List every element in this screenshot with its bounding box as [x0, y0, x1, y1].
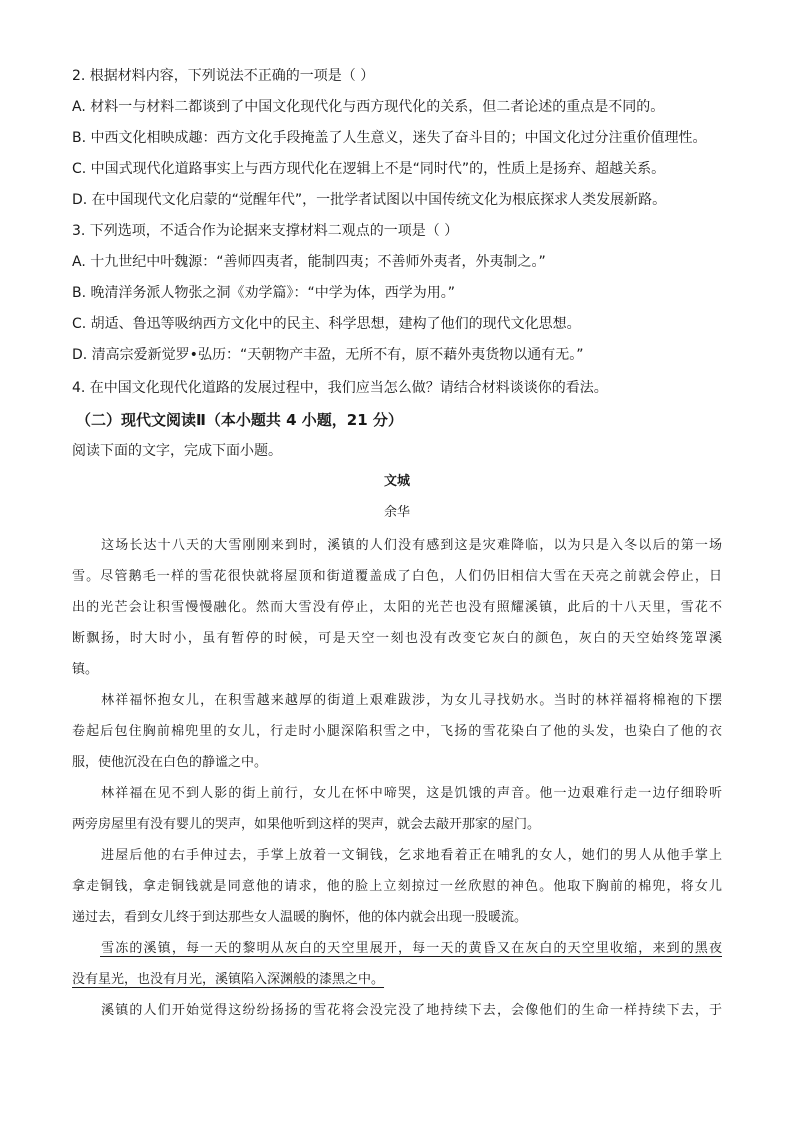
- paragraph-line: 出的光芒会让积雪慢慢融化。然而大雪没有停止，太阳的光芒也没有照耀溪镇，此后的十八天里，雪花不: [72, 600, 722, 615]
- paragraph-line: 林祥福在见不到人影的街上前行，女儿在怀中啼哭，这是饥饿的声音。他一边艰难行走一边仔细聆听: [100, 786, 722, 801]
- question-2-option-a: A. 材料一与材料二都谈到了中国文化现代化与西方现代化的关系，但二者论述的重点是不同的。: [72, 99, 665, 115]
- question-2-stem: 2. 根据材料内容，下列说法不正确的一项是（ ）: [72, 68, 375, 84]
- paragraph-line: 递过去，看到女儿终于到达那些女人温暖的胸怀，他的体内就会出现一股暖流。: [72, 910, 528, 925]
- story-paragraph-4: [72, 840, 722, 933]
- paragraph-line: 溪镇的人们开始觉得这纷纷扬扬的雪花将会没完没了地持续下去，会像他们的生命一样持续下去，于: [100, 1003, 722, 1018]
- story-paragraph-5-underlined: [72, 933, 722, 995]
- paragraph-line: 没有星光，也没有月光，溪镇陷入深渊般的漆黑之中。: [72, 972, 385, 987]
- question-4-stem: 4. 在中国文化现代化道路的发展过程中，我们应当怎么做？请结合材料谈谈你的看法。: [72, 380, 608, 396]
- question-3-option-c: C. 胡适、鲁迅等吸纳西方文化中的民主、科学思想，建构了他们的现代文化思想。: [72, 316, 581, 332]
- question-3-option-b: B. 晚清洋务派人物张之洞《劝学篇》：“中学为体，西学为用。”: [72, 285, 456, 301]
- paragraph-line: 进屋后他的右手伸过去，手掌上放着一文铜钱，乞求地看着正在哺乳的女人，她们的男人从他手掌上: [100, 848, 722, 863]
- question-2-option-d: D. 在中国现代文化启蒙的“觉醒年代”，一批学者试图以中国传统文化为根底探求人类发展新路。: [72, 192, 667, 208]
- paragraph-line: 拿走铜钱，拿走铜钱就是同意他的请求，他的脸上立刻掠过一丝欣慰的神色。他取下胸前的棉兜，将女儿: [72, 879, 722, 894]
- paragraph-line: 服，使他沉没在白色的静谧之中。: [72, 755, 268, 770]
- story-paragraph-1: [72, 530, 722, 685]
- paragraph-line: 断飘扬，时大时小，虽有暂停的时候，可是天空一刻也没有改变它灰白的颜色，灰白的天空始终笼罩溪: [72, 631, 722, 646]
- paragraph-line: 林祥福怀抱女儿，在积雪越来越厚的街道上艰难跋涉，为女儿寻找奶水。当时的林祥福将棉袍的下摆: [100, 693, 722, 708]
- paragraph-line: 这场长达十八天的大雪刚刚来到时，溪镇的人们没有感到这是灾难降临，以为只是入冬以后的第一场: [100, 538, 722, 553]
- section-heading: （二）现代文阅读Ⅱ（本小题共 4 小题，21 分）: [76, 411, 403, 429]
- story-title: 文城: [383, 474, 410, 489]
- story-paragraph-2: [72, 685, 722, 778]
- story-author: 余华: [383, 505, 410, 520]
- paragraph-line: 两旁房屋里有没有婴儿的哭声，如果他听到这样的哭声，就会去敲开那家的屋门。: [72, 817, 541, 832]
- paragraph-line: 镇。: [72, 662, 99, 677]
- paragraph-line: 雪。尽管鹅毛一样的雪花很快就将屋顶和街道覆盖成了白色，人们仍旧相信大雪在天亮之前就会停止，日: [72, 569, 722, 584]
- question-3-option-d: D. 清高宗爱新觉罗•弘历：“天朝物产丰盈，无所不有，原不藉外夷货物以通有无。”: [72, 347, 584, 363]
- paragraph-line: 雪冻的溪镇，每一天的黎明从灰白的天空里展开，每一天的黄昏又在灰白的天空里收缩，来到的黑夜: [100, 941, 722, 956]
- question-2-option-b: B. 中西文化相映成趣：西方文化手段掩盖了人生意义，迷失了奋斗目的；中国文化过分注重价值理性。: [72, 130, 707, 146]
- question-2-option-c: C. 中国式现代化道路事实上与西方现代化在逻辑上不是“同时代”的，性质上是扬弃、超越关系。: [72, 161, 666, 177]
- story-paragraph-6: [72, 995, 722, 1026]
- paragraph-line: 卷起后包住胸前棉兜里的女儿，行走时小腿深陷积雪之中，飞扬的雪花染白了他的头发，也染白了他的衣: [72, 724, 722, 739]
- question-3-option-a: A. 十九世纪中叶魏源：“善师四夷者，能制四夷；不善师外夷者，外夷制之。”: [72, 254, 546, 270]
- question-3-stem: 3. 下列选项，不适合作为论据来支撑材料二观点的一项是（ ）: [72, 223, 459, 239]
- reading-instruction: 阅读下面的文字，完成下面小题。: [72, 443, 282, 459]
- story-paragraph-3: [72, 778, 722, 840]
